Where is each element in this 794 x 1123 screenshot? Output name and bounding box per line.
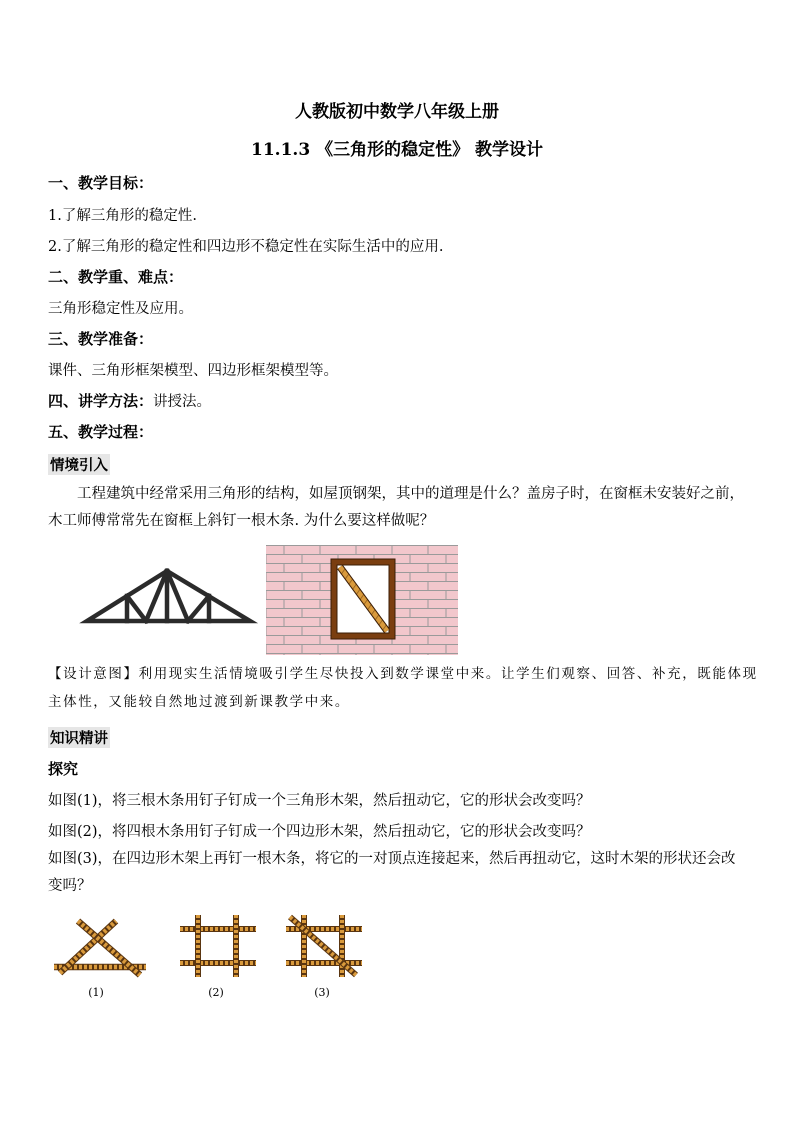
- figure-3-caption: (3): [314, 986, 330, 999]
- quadrilateral-frame-figure: [178, 913, 258, 979]
- method-line: [48, 390, 748, 411]
- explore-label: 探究: [48, 760, 79, 778]
- method-text: 讲授法。: [153, 394, 212, 410]
- key-text: 三角形稳定性及应用。: [48, 301, 193, 317]
- goal-2: 2.了解三角形的稳定性和四边形不稳定性在实际生活中的应用.: [48, 239, 444, 255]
- goals-heading: 一、教学目标：: [48, 174, 154, 192]
- goal-1: 1.了解三角形的稳定性.: [48, 208, 197, 224]
- braced-frame-figure: [284, 913, 364, 979]
- document-title: 人教版初中数学八年级上册: [295, 102, 499, 122]
- prep-heading: 三、教学准备：: [48, 330, 154, 348]
- intro-paragraph: 工程建筑中经常采用三角形的结构，如屋顶钢架，其中的道理是什么？盖房子时，在窗框未安装好之前，木工师傅常常先在窗框上斜钉一根木条. 为什么要这样做呢？: [48, 486, 744, 529]
- design-intent: 【设计意图】利用现实生活情境吸引学生尽快投入到数学课堂中来。让学生们观察、回答、补充，既能体现主体性，又能较自然地过渡到新课教学中来。: [48, 666, 758, 710]
- figure-1-caption: (1): [88, 986, 104, 999]
- intro-tag: 情境引入: [48, 454, 110, 475]
- question-1: 如图(1)，将三根木条用钉子钉成一个三角形木架，然后扭动它，它的形状会改变吗？: [48, 793, 591, 809]
- question-3: 如图(3)，在四边形木架上再钉一根木条，将它的一对顶点连接起来，然后再扭动它，这时木架的形状还会改变吗？: [48, 851, 736, 894]
- prep-text: 课件、三角形框架模型、四边形框架模型等。: [48, 363, 338, 379]
- knowledge-tag: 知识精讲: [48, 727, 110, 748]
- triangle-frame-figure: [52, 917, 148, 979]
- figure-2-caption: (2): [208, 986, 224, 999]
- roof-truss-figure: [84, 566, 254, 626]
- document-subtitle: 11.1.3 《三角形的稳定性》 教学设计: [251, 140, 543, 160]
- process-heading: 五、教学过程：: [48, 423, 154, 441]
- window-brick-figure: [266, 545, 458, 655]
- question-2: 如图(2)，将四根木条用钉子钉成一个四边形木架，然后扭动它，它的形状会改变吗？: [48, 824, 591, 840]
- key-heading: 二、教学重、难点：: [48, 268, 184, 286]
- method-heading: 四、讲学方法：: [48, 392, 154, 410]
